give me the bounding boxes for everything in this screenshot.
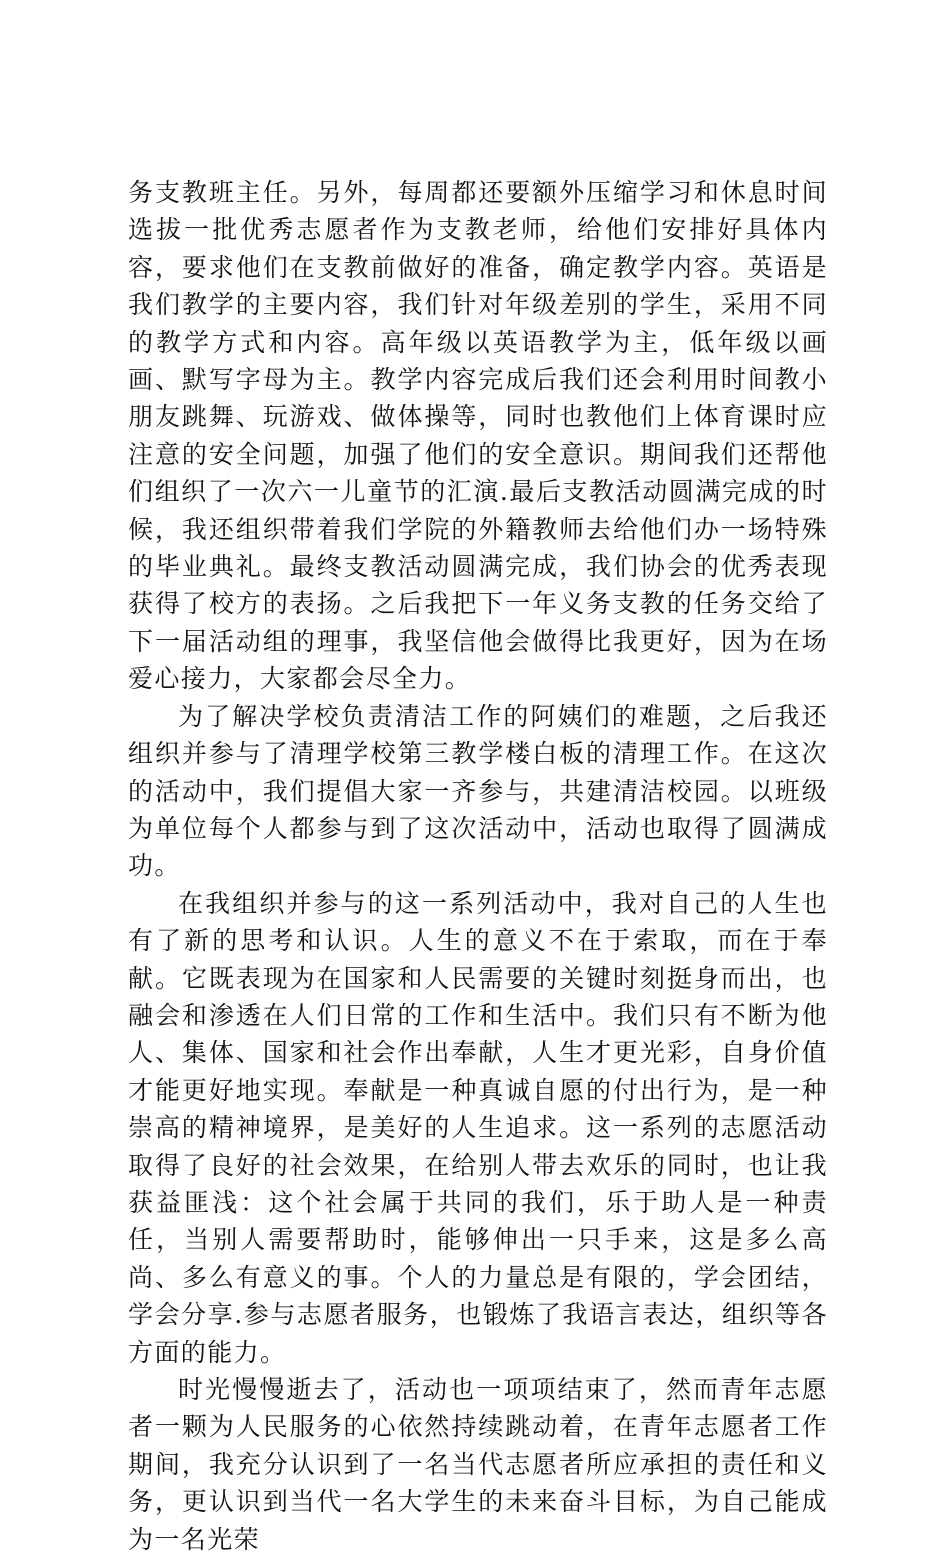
- paragraph-3: 在我组织并参与的这一系列活动中，我对自己的人生也有了新的思考和认识。人生的意义不在于索取，而在于奉献。它既表现为在国家和人民需要的关键时刻挺身而出，也融会和渗透在人们日常的工作和生活中。我们只有不断为他人、集体、国家和社会作出奉献，人生才更光彩，自身价值才能更好地实现。奉献是一种真诚自愿的付出行为，是一种崇高的精神境界，是美好的人生追求。这一系列的志愿活动取得了良好的社会效果，在给别人带去欢乐的同时，也让我获益匪浅：这个社会属于共同的我们，乐于助人是一种责任，当别人需要帮助时，能够伸出一只手来，这是多么高尚、多么有意义的事。个人的力量总是有限的，学会团结，学会分享.参与志愿者服务，也锻炼了我语言表达，组织等各方面的能力。: [128, 888, 828, 1367]
- paragraph-1: 务支教班主任。另外，每周都还要额外压缩学习和休息时间选拔一批优秀志愿者作为支教老师，给他们安排好具体内容，要求他们在支教前做好的准备，确定教学内容。英语是我们教学的主要内容，我们针对年级差别的学生，采用不同的教学方式和内容。高年级以英语教学为主，低年级以画画、默写字母为主。教学内容完成后我们还会利用时间教小朋友跳舞、玩游戏、做体操等，同时也教他们上体育课时应注意的安全问题，加强了他们的安全意识。期间我们还帮他们组织了一次六一儿童节的汇演.最后支教活动圆满完成的时候，我还组织带着我们学院的外籍教师去给他们办一场特殊的毕业典礼。最终支教活动圆满完成，我们协会的优秀表现获得了校方的表扬。之后我把下一年义务支教的任务交给了下一届活动组的理事，我坚信他会做得比我更好，因为在场爱心接力，大家都会尽全力。: [128, 178, 828, 694]
- paragraph-4: 时光慢慢逝去了，活动也一项项结束了，然而青年志愿者一颗为人民服务的心依然持续跳动着，在青年志愿者工作期间，我充分认识到了一名当代志愿者所应承担的责任和义务，更认识到当代一名大学生的未来奋斗目标，为自己能成为一名光荣: [128, 1375, 828, 1554]
- paragraph-2: 为了解决学校负责清洁工作的阿姨们的难题，之后我还组织并参与了清理学校第三教学楼白板的清理工作。在这次的活动中，我们提倡大家一齐参与，共建清洁校园。以班级为单位每个人都参与到了这次活动中，活动也取得了圆满成功。: [128, 701, 828, 881]
- document-body: [128, 174, 828, 1558]
